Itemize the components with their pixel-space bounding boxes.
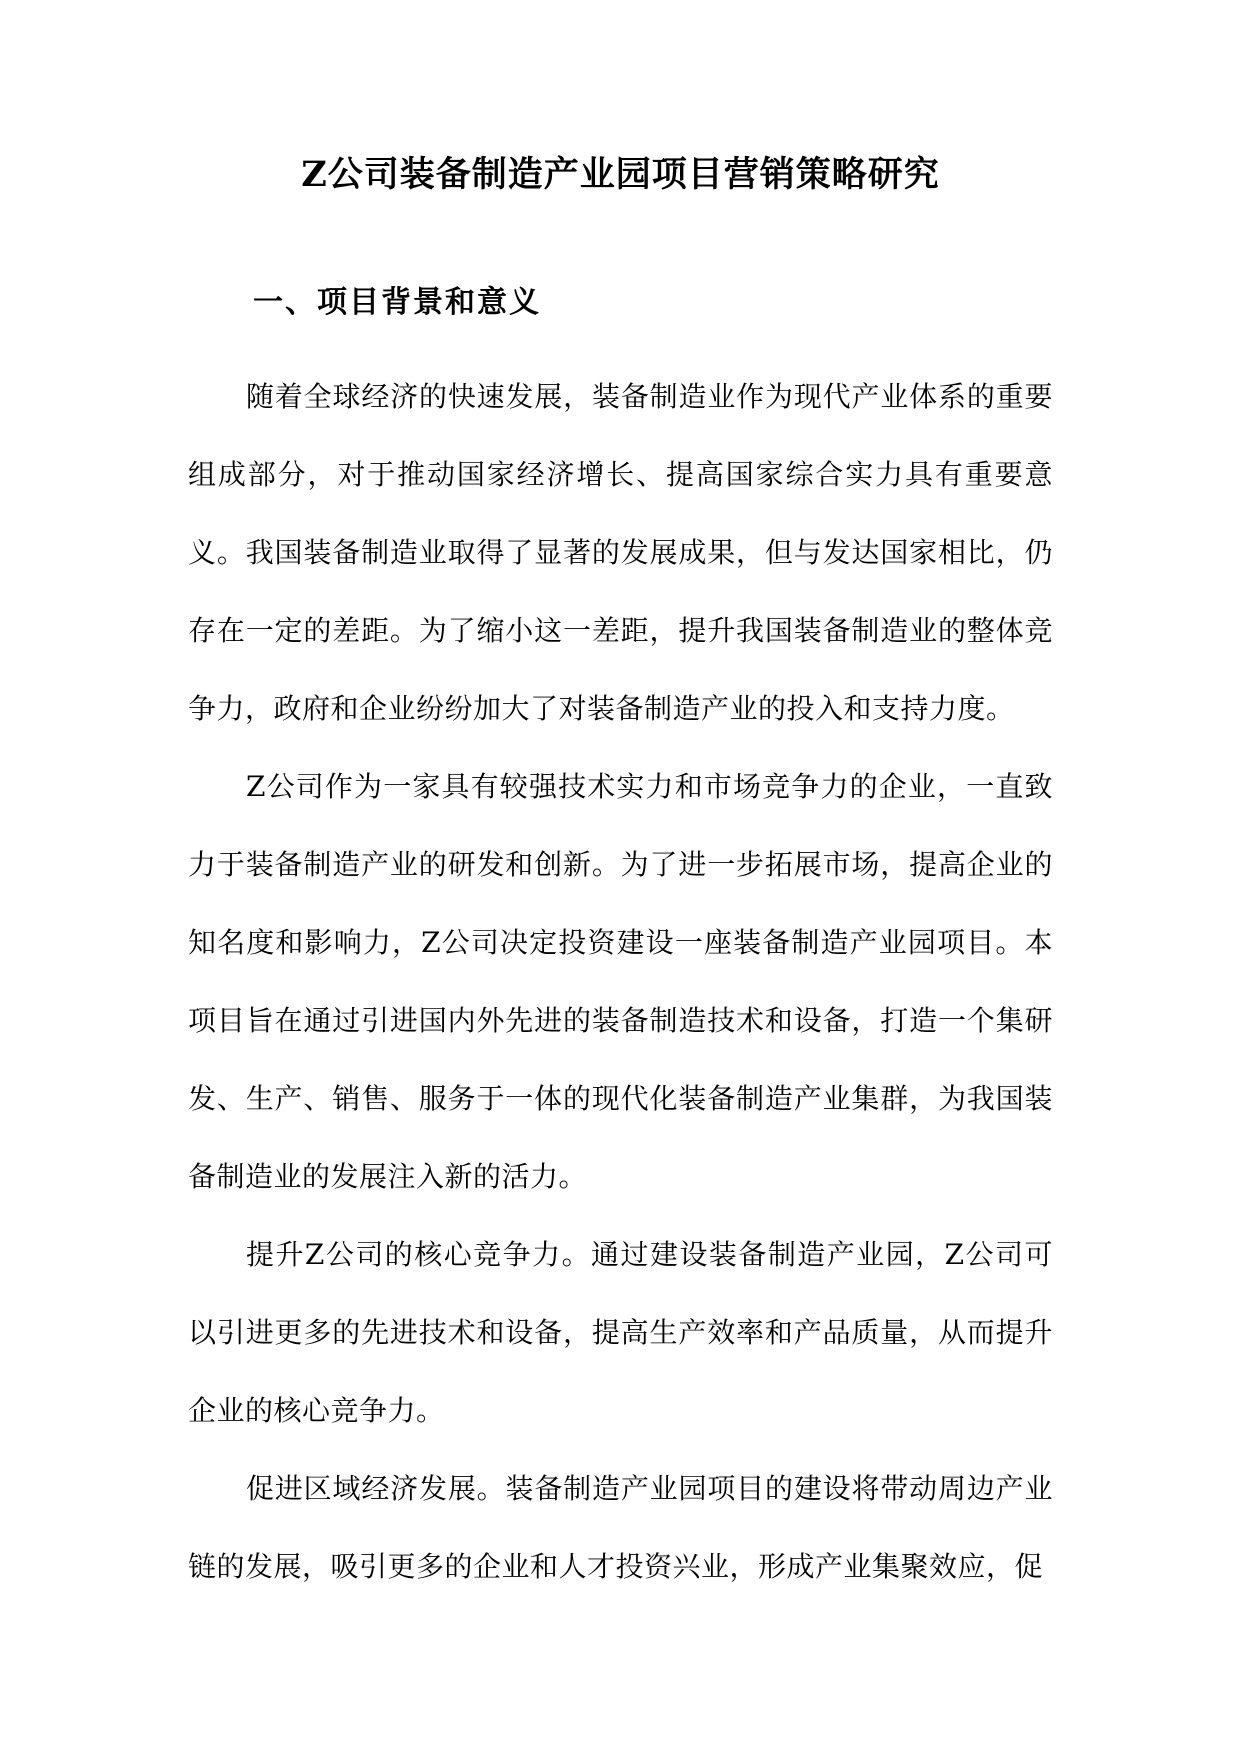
paragraph-2: Z公司作为一家具有较强技术实力和市场竞争力的企业，一直致力于装备制造产业的研发和创新。为了进一步拓展市场，提高企业的知名度和影响力，Z公司决定投资建设一座装备制造产业园项目。本项目旨在通过引进国内外先进的装备制造技术和设备，打造一个集研发、生产、销售、服务于一体的现代化装备制造产业集群，为我国装备制造业的发展注入新的活力。 — [188, 770, 1053, 1193]
paragraph-1: 随着全球经济的快速发展，装备制造业作为现代产业体系的重要组成部分，对于推动国家经济增长、提高国家综合实力具有重要意义。我国装备制造业取得了显著的发展成果，但与发达国家相比，仍存在一定的差距。为了缩小这一差距，提升我国装备制造业的整体竞争力，政府和企业纷纷加大了对装备制造产业的投入和支持力度。 — [188, 380, 1053, 725]
paragraph-4: 促进区域经济发展。装备制造产业园项目的建设将带动周边产业链的发展，吸引更多的企业和人才投资兴业，形成产业集聚效应，促 — [188, 1472, 1053, 1583]
document-title: Z公司装备制造产业园项目营销策略研究 — [301, 154, 940, 195]
paragraph-3: 提升Z公司的核心竞争力。通过建设装备制造产业园，Z公司可以引进更多的先进技术和设备，提高生产效率和产品质量，从而提升企业的核心竞争力。 — [188, 1238, 1053, 1427]
section-heading: 一、项目背景和意义 — [253, 285, 541, 320]
